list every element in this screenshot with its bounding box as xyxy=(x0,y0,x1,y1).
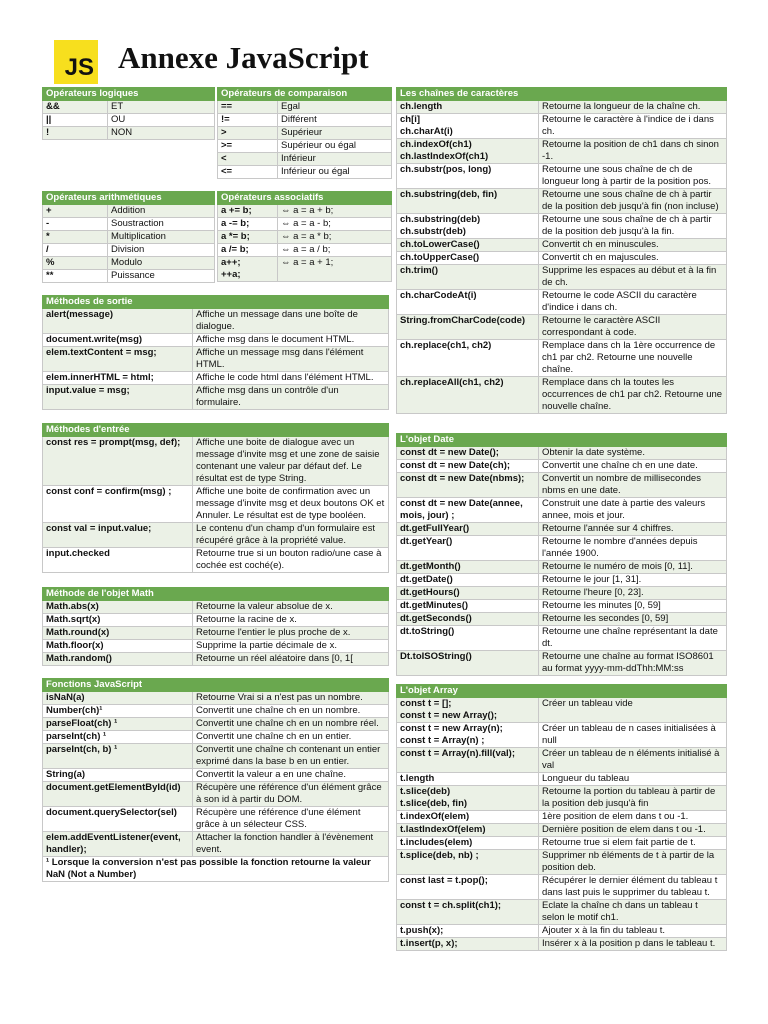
table-row xyxy=(43,692,389,705)
syntax-cell: const t = Array(n).fill(val); xyxy=(397,748,539,773)
table-row xyxy=(397,600,727,613)
syntax-cell: dt.getHours() xyxy=(397,587,539,600)
table-row xyxy=(397,164,727,189)
description-cell: Récupère une référence d'une élément grâce à un sélecteur CSS. xyxy=(193,807,389,832)
table-row xyxy=(43,270,215,283)
syntax-cell: dt.getMinutes() xyxy=(397,600,539,613)
table-row xyxy=(397,265,727,290)
table-row xyxy=(397,536,727,561)
syntax-cell: input.value = msg; xyxy=(43,385,193,410)
table-row xyxy=(218,140,392,153)
description-cell: Convertit la valeur a en une chaîne. xyxy=(193,769,389,782)
section-methodes-entree xyxy=(42,423,389,573)
description-cell: Retourne une chaîne au format ISO8601 au format yyyy-mm-ddThh:MM:ss xyxy=(539,651,727,676)
description-cell: Retourne le nombre d'années depuis l'année 1900. xyxy=(539,536,727,561)
description-cell: Convertit ch en majuscules. xyxy=(539,252,727,265)
table-row xyxy=(43,334,389,347)
syntax-cell: && xyxy=(43,101,108,114)
table-row xyxy=(43,718,389,731)
description-cell: Egal xyxy=(278,101,392,114)
table-row xyxy=(43,769,389,782)
syntax-cell: elem.addEventListener(event, handler); xyxy=(43,832,193,857)
syntax-cell: parseInt(ch, b) ¹ xyxy=(43,744,193,769)
syntax-cell: alert(message) xyxy=(43,309,193,334)
syntax-cell: dt.getYear() xyxy=(397,536,539,561)
syntax-cell: t.indexOf(elem) xyxy=(397,811,539,824)
syntax-cell: != xyxy=(218,114,278,127)
syntax-cell: == xyxy=(218,101,278,114)
table-row xyxy=(43,744,389,769)
description-cell: Convertit une chaîne ch en un nombre. xyxy=(193,705,389,718)
description-cell: Retourne un réel aléatoire dans [0, 1[ xyxy=(193,653,389,666)
syntax-cell: a *= b; xyxy=(218,231,278,244)
syntax-cell: ch.replaceAll(ch1, ch2) xyxy=(397,377,539,414)
table-row xyxy=(397,900,727,925)
description-cell: Retourne la racine de x. xyxy=(193,614,389,627)
syntax-cell: Math.sqrt(x) xyxy=(43,614,193,627)
description-cell: ET xyxy=(108,101,215,114)
syntax-cell: ch.length xyxy=(397,101,539,114)
description-cell: Convertit un nombre de millisecondes nbms en une date. xyxy=(539,473,727,498)
section-title: Méthodes de sortie xyxy=(43,296,389,309)
syntax-cell: dt.getMonth() xyxy=(397,561,539,574)
section-title: L'objet Date xyxy=(397,434,727,447)
syntax-cell: * xyxy=(43,231,108,244)
section-title: Les chaînes de caractères xyxy=(397,88,727,101)
syntax-cell: const t = ch.split(ch1); xyxy=(397,900,539,925)
description-cell: Affiche une boite de confirmation avec un message d'invite msg et deux boutons OK et Annuler. Le résultat est de type booléen. xyxy=(193,486,389,523)
syntax-cell: ch.trim() xyxy=(397,265,539,290)
syntax-cell: t.length xyxy=(397,773,539,786)
table-row xyxy=(397,239,727,252)
table-row xyxy=(43,205,215,218)
section-operateurs-associatifs xyxy=(217,191,392,282)
table-row xyxy=(218,218,392,231)
syntax-cell: > xyxy=(218,127,278,140)
description-cell: Multiplication xyxy=(108,231,215,244)
section-title: Méthode de l'objet Math xyxy=(43,588,389,601)
table-row xyxy=(397,837,727,850)
syntax-cell: ch.substring(deb) ch.substr(deb) xyxy=(397,214,539,239)
description-cell: Retourne le caractère ASCII correspondant à code. xyxy=(539,315,727,340)
table-row xyxy=(218,244,392,257)
description-cell: ⇔ a = a - b; xyxy=(278,218,392,231)
table-row xyxy=(397,290,727,315)
table-row xyxy=(43,231,215,244)
table-row xyxy=(397,925,727,938)
section-objet-date xyxy=(396,433,727,676)
table-row xyxy=(43,486,389,523)
table-row xyxy=(43,309,389,334)
table-row xyxy=(397,651,727,676)
table-row xyxy=(43,372,389,385)
section-title: L'objet Array xyxy=(397,685,727,698)
syntax-cell: dt.toString() xyxy=(397,626,539,651)
description-cell: Affiche un message dans une boîte de dialogue. xyxy=(193,309,389,334)
page-title: Annexe JavaScript xyxy=(118,40,369,75)
syntax-cell: % xyxy=(43,257,108,270)
syntax-cell: elem.innerHTML = html; xyxy=(43,372,193,385)
syntax-cell: Number(ch)¹ xyxy=(43,705,193,718)
table-row xyxy=(43,347,389,372)
table-row xyxy=(218,114,392,127)
section-title: Méthodes d'entrée xyxy=(43,424,389,437)
table-row xyxy=(43,653,389,666)
description-cell: Retourne le caractère à l'indice de i dans ch. xyxy=(539,114,727,139)
section-operateurs-arithmetiques xyxy=(42,191,215,283)
section-operateurs-logiques xyxy=(42,87,215,140)
description-cell: Retourne l'année sur 4 chiffres. xyxy=(539,523,727,536)
description-cell: Remplace dans ch la 1ère occurrence de ch1 par ch2. Retourne une nouvelle chaîne. xyxy=(539,340,727,377)
syntax-cell: a++; ++a; xyxy=(218,257,278,282)
table-row xyxy=(397,101,727,114)
description-cell: 1ère position de elem dans t ou -1. xyxy=(539,811,727,824)
table-row xyxy=(397,214,727,239)
description-cell: ⇔ a = a / b; xyxy=(278,244,392,257)
description-cell: Addition xyxy=(108,205,215,218)
table-row xyxy=(43,127,215,140)
description-cell: Affiche msg dans le document HTML. xyxy=(193,334,389,347)
description-cell: Différent xyxy=(278,114,392,127)
js-logo xyxy=(54,40,98,84)
description-cell: Puissance xyxy=(108,270,215,283)
syntax-cell: input.checked xyxy=(43,548,193,573)
table-row xyxy=(397,626,727,651)
syntax-cell: t.slice(deb) t.slice(deb, fin) xyxy=(397,786,539,811)
syntax-cell: < xyxy=(218,153,278,166)
table-row xyxy=(43,807,389,832)
section-objet-array xyxy=(396,684,727,951)
syntax-cell: Math.floor(x) xyxy=(43,640,193,653)
description-cell: Retourne la valeur absolue de x. xyxy=(193,601,389,614)
description-cell: Retourne une sous chaîne de ch de longueur long à partir de la position pos. xyxy=(539,164,727,189)
table-row xyxy=(43,705,389,718)
table-row xyxy=(218,231,392,244)
syntax-cell: Math.round(x) xyxy=(43,627,193,640)
table-row xyxy=(43,257,215,270)
description-cell: Créer un tableau de n éléments initialisé à val xyxy=(539,748,727,773)
syntax-cell: ! xyxy=(43,127,108,140)
table-row xyxy=(397,315,727,340)
table-row xyxy=(43,731,389,744)
js-logo-text: JS xyxy=(64,54,94,81)
description-cell: Supérieur xyxy=(278,127,392,140)
table-row xyxy=(397,460,727,473)
description-cell: Créer un tableau de n cases initialisées à null xyxy=(539,723,727,748)
syntax-cell: || xyxy=(43,114,108,127)
syntax-cell: Math.abs(x) xyxy=(43,601,193,614)
syntax-cell: const dt = new Date(ch); xyxy=(397,460,539,473)
syntax-cell: String.fromCharCode(code) xyxy=(397,315,539,340)
table-row xyxy=(43,114,215,127)
syntax-cell: ch.substring(deb, fin) xyxy=(397,189,539,214)
table-row xyxy=(43,437,389,486)
table-row xyxy=(43,614,389,627)
table-row xyxy=(397,114,727,139)
description-cell: Affiche une boite de dialogue avec un message d'invite msg et une zone de saisie contenant une valeur par défaut def. Le résultat est de type String. xyxy=(193,437,389,486)
table-row xyxy=(43,627,389,640)
syntax-cell: Math.random() xyxy=(43,653,193,666)
syntax-cell: t.includes(elem) xyxy=(397,837,539,850)
description-cell: Retourne une chaîne représentant la date dt. xyxy=(539,626,727,651)
description-cell: Soustraction xyxy=(108,218,215,231)
description-cell: Remplace dans ch la toutes les occurrences de ch1 par ch2. Retourne une nouvelle chaîne. xyxy=(539,377,727,414)
syntax-cell: - xyxy=(43,218,108,231)
syntax-cell: parseFloat(ch) ¹ xyxy=(43,718,193,731)
table-row xyxy=(218,101,392,114)
syntax-cell: t.push(x); xyxy=(397,925,539,938)
table-row xyxy=(397,498,727,523)
syntax-cell: parseInt(ch) ¹ xyxy=(43,731,193,744)
table-row xyxy=(397,723,727,748)
description-cell: Retourne le numéro de mois [0, 11]. xyxy=(539,561,727,574)
syntax-cell: >= xyxy=(218,140,278,153)
syntax-cell: elem.textContent = msg; xyxy=(43,347,193,372)
section-chaines-caracteres xyxy=(396,87,727,414)
table-row xyxy=(43,101,215,114)
table-row xyxy=(397,447,727,460)
description-cell: Retourne une sous chaîne de ch à partir de la position deb jusqu'à la fin. xyxy=(539,214,727,239)
syntax-cell: a += b; xyxy=(218,205,278,218)
syntax-cell: a -= b; xyxy=(218,218,278,231)
section-title: Opérateurs logiques xyxy=(43,88,215,101)
syntax-cell: ch.charCodeAt(i) xyxy=(397,290,539,315)
description-cell: Retourne la position de ch1 dans ch sinon -1. xyxy=(539,139,727,164)
syntax-cell: ch.indexOf(ch1) ch.lastIndexOf(ch1) xyxy=(397,139,539,164)
section-title: Opérateurs arithmétiques xyxy=(43,192,215,205)
description-cell: Attacher la fonction handler à l'évènement event. xyxy=(193,832,389,857)
syntax-cell: a /= b; xyxy=(218,244,278,257)
table-row xyxy=(397,587,727,600)
table-row xyxy=(397,523,727,536)
description-cell: ⇔ a = a + 1; xyxy=(278,257,392,282)
table-row xyxy=(218,205,392,218)
syntax-cell: const conf = confirm(msg) ; xyxy=(43,486,193,523)
syntax-cell: ch.replace(ch1, ch2) xyxy=(397,340,539,377)
description-cell: Retourne la longueur de la chaîne ch. xyxy=(539,101,727,114)
description-cell: ⇔ a = a + b; xyxy=(278,205,392,218)
table-row xyxy=(218,127,392,140)
table-row xyxy=(43,548,389,573)
table-row xyxy=(397,252,727,265)
description-cell: Créer un tableau vide xyxy=(539,698,727,723)
table-row xyxy=(397,377,727,414)
syntax-cell: const last = t.pop(); xyxy=(397,875,539,900)
table-row xyxy=(397,189,727,214)
syntax-cell: t.insert(p, x); xyxy=(397,938,539,951)
description-cell: Retourne l'entier le plus proche de x. xyxy=(193,627,389,640)
syntax-cell: + xyxy=(43,205,108,218)
description-cell: Supprime la partie décimale de x. xyxy=(193,640,389,653)
syntax-cell: dt.getSeconds() xyxy=(397,613,539,626)
table-row xyxy=(218,153,392,166)
syntax-cell: const res = prompt(msg, def); xyxy=(43,437,193,486)
section-fonctions-javascript xyxy=(42,678,389,882)
description-cell: Récupère une référence d'un élément grâce à son id à partir du DOM. xyxy=(193,782,389,807)
table-row xyxy=(43,601,389,614)
description-cell: NON xyxy=(108,127,215,140)
table-row xyxy=(397,473,727,498)
description-cell: OU xyxy=(108,114,215,127)
syntax-cell: t.lastIndexOf(elem) xyxy=(397,824,539,837)
table-row xyxy=(397,340,727,377)
description-cell: Retourne le jour [1, 31]. xyxy=(539,574,727,587)
syntax-cell: const t = new Array(n); const t = Array(n) ; xyxy=(397,723,539,748)
syntax-cell: <= xyxy=(218,166,278,179)
syntax-cell: ch[i] ch.charAt(i) xyxy=(397,114,539,139)
description-cell: Retourne true si un bouton radio/une case à cochée est coché(e). xyxy=(193,548,389,573)
description-cell: Eclate la chaîne ch dans un tableau t selon le motif ch1. xyxy=(539,900,727,925)
syntax-cell: const dt = new Date(); xyxy=(397,447,539,460)
description-cell: Affiche msg dans un contrôle d'un formulaire. xyxy=(193,385,389,410)
description-cell: Retourne la portion du tableau à partir de la position deb jusqu'à fin xyxy=(539,786,727,811)
section-methodes-sortie xyxy=(42,295,389,410)
description-cell: Convertit une chaîne ch en un nombre réel. xyxy=(193,718,389,731)
section-operateurs-comparaison xyxy=(217,87,392,179)
description-cell: Affiche le code html dans l'élément HTML. xyxy=(193,372,389,385)
description-cell: Modulo xyxy=(108,257,215,270)
syntax-cell: String(a) xyxy=(43,769,193,782)
table-row xyxy=(397,574,727,587)
description-cell: Inférieur ou égal xyxy=(278,166,392,179)
syntax-cell: Dt.toISOString() xyxy=(397,651,539,676)
table-row xyxy=(218,166,392,179)
table-row xyxy=(397,139,727,164)
syntax-cell: const dt = new Date(annee, mois, jour) ; xyxy=(397,498,539,523)
description-cell: Obtenir la date système. xyxy=(539,447,727,460)
description-cell: Longueur du tableau xyxy=(539,773,727,786)
description-cell: Dernière position de elem dans t ou -1. xyxy=(539,824,727,837)
description-cell: Convertit une chaîne ch en une date. xyxy=(539,460,727,473)
syntax-cell: ch.toUpperCase() xyxy=(397,252,539,265)
syntax-cell: const val = input.value; xyxy=(43,523,193,548)
table-row xyxy=(397,811,727,824)
section-title: Opérateurs associatifs xyxy=(218,192,392,205)
footnote: ¹ Lorsque la conversion n'est pas possible la fonction retourne la valeur NaN (Not a Number) xyxy=(43,857,389,882)
table-row xyxy=(397,850,727,875)
description-cell: Construit une date à partie des valeurs annee, mois et jour. xyxy=(539,498,727,523)
section-title: Opérateurs de comparaison xyxy=(218,88,392,101)
table-row xyxy=(397,773,727,786)
description-cell: Convertit ch en minuscules. xyxy=(539,239,727,252)
table-row xyxy=(43,782,389,807)
syntax-cell: ** xyxy=(43,270,108,283)
syntax-cell: document.write(msg) xyxy=(43,334,193,347)
syntax-cell: / xyxy=(43,244,108,257)
table-row xyxy=(397,613,727,626)
description-cell: Retourne une sous chaîne de ch à partir de la position deb jusqu'à fin (non incluse) xyxy=(539,189,727,214)
description-cell: Retourne Vrai si a n'est pas un nombre. xyxy=(193,692,389,705)
description-cell: Retourne les minutes [0, 59] xyxy=(539,600,727,613)
table-row xyxy=(397,786,727,811)
syntax-cell: ch.substr(pos, long) xyxy=(397,164,539,189)
table-row xyxy=(43,523,389,548)
table-row xyxy=(397,875,727,900)
section-methode-math xyxy=(42,587,389,666)
description-cell: Retourne le code ASCII du caractère d'indice i dans ch. xyxy=(539,290,727,315)
description-cell: ⇔ a = a * b; xyxy=(278,231,392,244)
syntax-cell: isNaN(a) xyxy=(43,692,193,705)
description-cell: Récupérer le dernier élément du tableau t dans last puis le supprimer du tableau t. xyxy=(539,875,727,900)
table-row xyxy=(397,824,727,837)
description-cell: Division xyxy=(108,244,215,257)
table-row xyxy=(218,257,392,282)
table-row xyxy=(397,748,727,773)
description-cell: Supprime les espaces au début et à la fin de ch. xyxy=(539,265,727,290)
table-row xyxy=(397,698,727,723)
description-cell: Supérieur ou égal xyxy=(278,140,392,153)
description-cell: Le contenu d'un champ d'un formulaire est récupéré grâce à la propriété value. xyxy=(193,523,389,548)
description-cell: Retourne les secondes [0, 59] xyxy=(539,613,727,626)
description-cell: Inférieur xyxy=(278,153,392,166)
syntax-cell: t.splice(deb, nb) ; xyxy=(397,850,539,875)
description-cell: Retourne l'heure [0, 23]. xyxy=(539,587,727,600)
syntax-cell: const dt = new Date(nbms); xyxy=(397,473,539,498)
description-cell: Insérer x à la position p dans le tableau t. xyxy=(539,938,727,951)
section-title: Fonctions JavaScript xyxy=(43,679,389,692)
description-cell: Supprimer nb éléments de t à partir de la position deb. xyxy=(539,850,727,875)
table-row xyxy=(43,640,389,653)
syntax-cell: dt.getFullYear() xyxy=(397,523,539,536)
syntax-cell: document.getElementById(id) xyxy=(43,782,193,807)
description-cell: Ajouter x à la fin du tableau t. xyxy=(539,925,727,938)
syntax-cell: ch.toLowerCase() xyxy=(397,239,539,252)
table-row xyxy=(43,832,389,857)
table-row xyxy=(43,218,215,231)
description-cell: Convertit une chaîne ch en un entier. xyxy=(193,731,389,744)
table-row xyxy=(397,938,727,951)
syntax-cell: dt.getDate() xyxy=(397,574,539,587)
syntax-cell: document.querySelector(sel) xyxy=(43,807,193,832)
syntax-cell: const t = []; const t = new Array(); xyxy=(397,698,539,723)
table-row xyxy=(43,385,389,410)
description-cell: Retourne true si elem fait partie de t. xyxy=(539,837,727,850)
table-row xyxy=(397,561,727,574)
table-row xyxy=(43,244,215,257)
description-cell: Affiche un message msg dans l'élément HTML. xyxy=(193,347,389,372)
description-cell: Convertit une chaîne ch contenant un entier exprimé dans la base b en un entier. xyxy=(193,744,389,769)
